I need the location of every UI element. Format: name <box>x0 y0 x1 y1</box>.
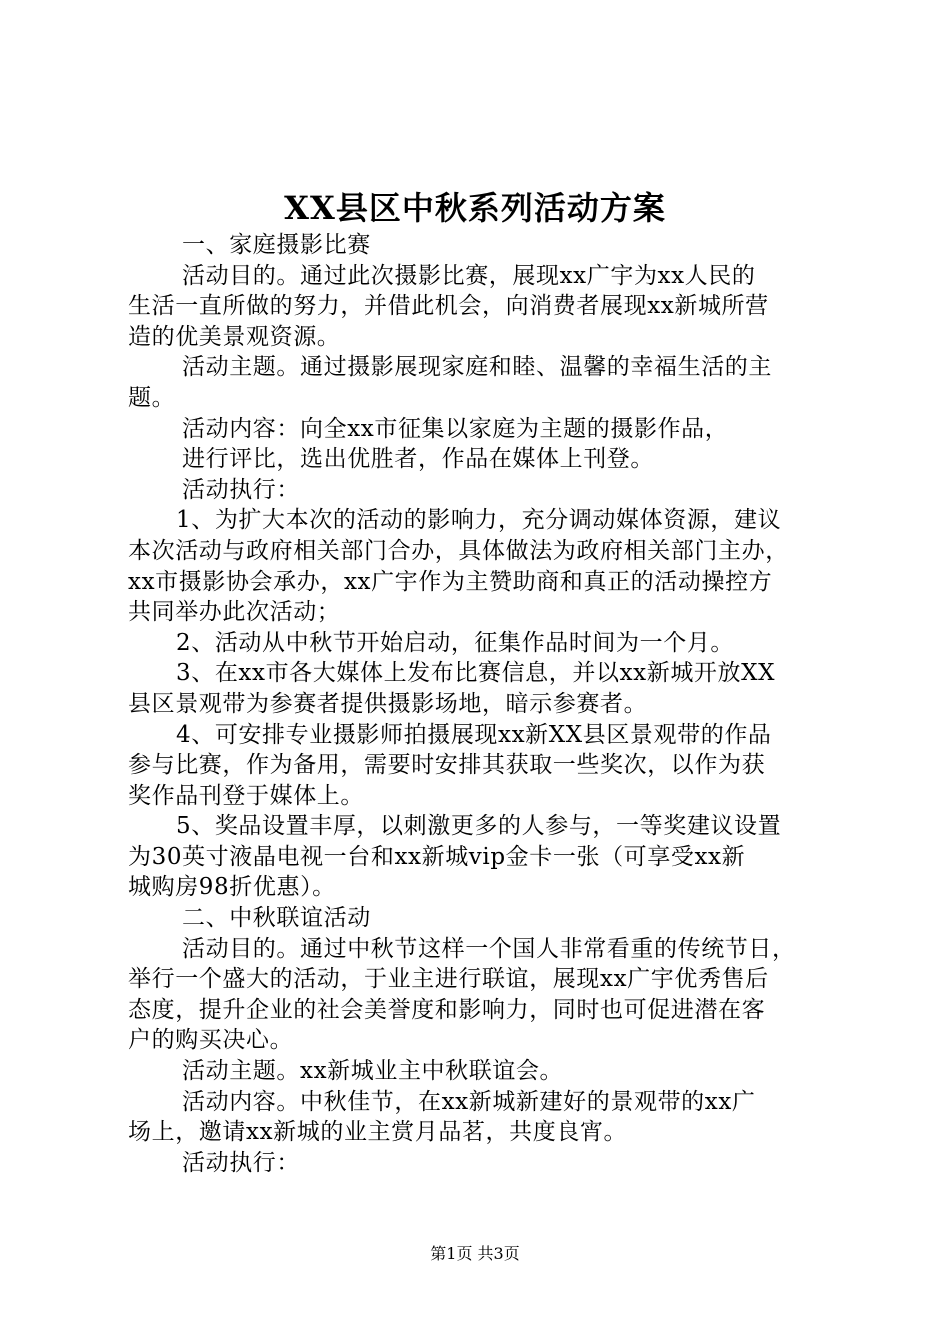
page-title: XX县区中秋系列活动方案 <box>284 189 666 227</box>
text-line: 活动目的。通过此次摄影比赛，展现xx广宇为xx人民的 <box>182 262 756 289</box>
text-line: 3、在xx市各大媒体上发布比赛信息，并以xx新城开放XX <box>176 660 776 687</box>
text-line: 进行评比，选出优胜者，作品在媒体上刊登。 <box>182 446 654 473</box>
text-line: 城购房98折优惠）。 <box>128 874 336 901</box>
text-line: 活动执行： <box>182 476 300 503</box>
text-line: 为30英寸液晶电视一台和xx新城vip金卡一张（可享受xx新 <box>128 843 746 870</box>
text-line: 生活一直所做的努力，并借此机会，向消费者展现xx新城所营 <box>128 293 769 320</box>
text-line: 活动主题。xx新城业主中秋联谊会。 <box>182 1058 564 1085</box>
text-line: 造的优美景观资源。 <box>128 323 341 350</box>
text-line: 态度，提升企业的社会美誉度和影响力，同时也可促进潜在客 <box>128 996 766 1023</box>
text-line: 奖作品刊登于媒体上。 <box>128 782 364 809</box>
section-heading: 二、中秋联谊活动 <box>182 905 371 932</box>
text-line: 活动目的。通过中秋节这样一个国人非常看重的传统节日， <box>182 935 796 962</box>
text-line: 本次活动与政府相关部门合办，具体做法为政府相关部门主办， <box>128 537 789 564</box>
page-number-footer: 第1页 共3页 <box>430 1244 520 1263</box>
text-line: 共同举办此次活动； <box>128 599 341 626</box>
section-heading: 一、家庭摄影比赛 <box>182 232 371 258</box>
document-body <box>128 230 834 1178</box>
text-line: 4、可安排专业摄影师拍摄展现xx新XX县区景观带的作品 <box>176 721 772 748</box>
text-line: 题。 <box>128 384 176 411</box>
text-line: 活动主题。通过摄影展现家庭和睦、温馨的幸福生活的主 <box>182 354 772 381</box>
text-line: 场上，邀请xx新城的业主赏月品茗，共度良宵。 <box>128 1119 628 1146</box>
text-line: 1、为扩大本次的活动的影响力，充分调动媒体资源，建议 <box>176 507 782 534</box>
text-line: 活动执行： <box>182 1149 300 1176</box>
text-line: 参与比赛，作为备用，需要时安排其获取一些奖次，以作为获 <box>128 752 766 779</box>
text-line: 户的购买决心。 <box>128 1027 294 1054</box>
text-line: xx市摄影协会承办，xx广宇作为主赞助商和真正的活动操控方 <box>128 568 773 595</box>
text-line: 举行一个盛大的活动，于业主进行联谊，展现xx广宇优秀售后 <box>128 966 769 993</box>
text-line: 活动内容。中秋佳节，在xx新城新建好的景观带的xx广 <box>182 1088 756 1115</box>
text-line: 县区景观带为参赛者提供摄影场地，暗示参赛者。 <box>128 690 648 717</box>
text-line: 活动内容：向全xx市征集以家庭为主题的摄影作品， <box>182 415 729 442</box>
text-line: 5、奖品设置丰厚，以刺激更多的人参与，一等奖建议设置 <box>176 813 782 840</box>
text-line: 2、活动从中秋节开始启动，征集作品时间为一个月。 <box>176 629 735 656</box>
